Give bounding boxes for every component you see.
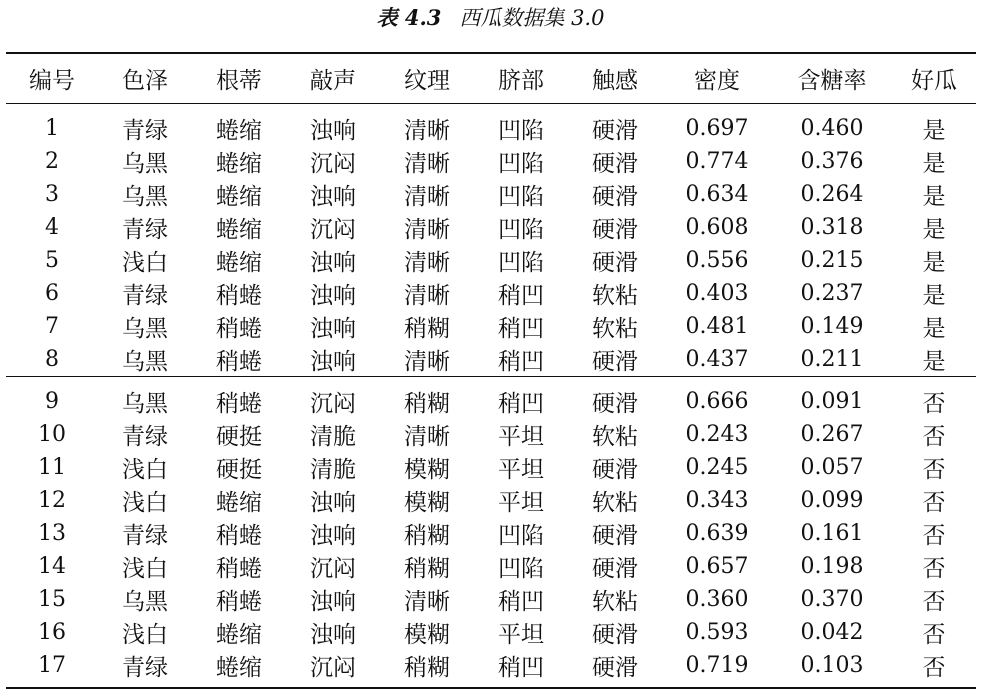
cell-id: 15 bbox=[38, 587, 66, 612]
cell-sound: 浊响 bbox=[310, 282, 356, 309]
table-row bbox=[6, 343, 976, 377]
cell-sound: 浊响 bbox=[310, 622, 356, 648]
cell-navel: 平坦 bbox=[498, 457, 544, 483]
cell-touch: 硬滑 bbox=[568, 649, 662, 688]
cell-color: 浅白 bbox=[122, 457, 168, 483]
cell-id: 5 bbox=[45, 247, 59, 273]
cell-root: 蜷缩 bbox=[216, 490, 262, 516]
cell-sound: 沉闷 bbox=[310, 556, 356, 582]
cell-sugar: 0.370 bbox=[800, 587, 864, 612]
table-title: 西瓜数据集 3.0 bbox=[459, 6, 605, 30]
cell-navel: 凹陷 bbox=[498, 556, 544, 582]
table-row bbox=[6, 178, 976, 211]
cell-texture: 稍糊 bbox=[404, 556, 450, 582]
cell-id: 11 bbox=[38, 455, 66, 480]
cell-navel: 凹陷 bbox=[498, 523, 544, 549]
cell-touch: 硬滑 bbox=[592, 348, 638, 375]
cell-color: 浅白 bbox=[122, 249, 168, 276]
cell-texture: 清晰 bbox=[404, 150, 450, 177]
cell-good: 是 bbox=[922, 282, 946, 309]
cell-good: 是 bbox=[922, 216, 946, 243]
table-row bbox=[6, 649, 976, 688]
cell-texture: 模糊 bbox=[404, 622, 450, 648]
cell-sound: 沉闷 bbox=[286, 376, 380, 418]
table-row bbox=[6, 211, 976, 244]
cell-density: 0.437 bbox=[685, 346, 749, 372]
table-caption bbox=[0, 4, 981, 32]
column-header-sound: 敲声 bbox=[286, 53, 380, 103]
table-row bbox=[6, 244, 976, 277]
cell-root: 硬挺 bbox=[216, 457, 262, 483]
cell-touch: 软粘 bbox=[592, 424, 638, 450]
cell-density: 0.774 bbox=[685, 148, 749, 174]
cell-id: 10 bbox=[38, 422, 66, 447]
cell-sugar: 0.264 bbox=[800, 181, 864, 207]
cell-touch: 硬滑 bbox=[592, 457, 638, 483]
cell-sugar: 0.057 bbox=[800, 455, 864, 480]
column-header-color: 色泽 bbox=[98, 53, 192, 103]
cell-touch: 硬滑 bbox=[592, 183, 638, 210]
cell-navel: 凹陷 bbox=[498, 150, 544, 177]
cell-color: 青绿 bbox=[122, 424, 168, 450]
cell-sound: 沉闷 bbox=[286, 649, 380, 688]
cell-navel: 凹陷 bbox=[498, 117, 544, 144]
cell-id: 16 bbox=[38, 620, 66, 645]
cell-sugar: 0.237 bbox=[800, 280, 864, 306]
cell-id: 3 bbox=[45, 181, 59, 207]
cell-navel: 凹陷 bbox=[498, 183, 544, 210]
cell-texture: 清晰 bbox=[404, 117, 450, 144]
cell-sugar: 0.267 bbox=[800, 422, 864, 447]
table-row bbox=[6, 517, 976, 550]
cell-id: 1 bbox=[45, 115, 59, 141]
cell-sound: 清脆 bbox=[310, 424, 356, 450]
cell-density: 0.634 bbox=[685, 181, 749, 207]
cell-root: 稍蜷 bbox=[216, 315, 262, 342]
cell-color: 青绿 bbox=[122, 282, 168, 309]
cell-touch: 硬滑 bbox=[592, 249, 638, 276]
cell-id: 12 bbox=[38, 488, 66, 513]
cell-sugar: 0.198 bbox=[800, 554, 864, 579]
cell-density: 0.666 bbox=[662, 376, 772, 418]
table-row bbox=[6, 310, 976, 343]
cell-texture: 清晰 bbox=[404, 216, 450, 243]
cell-color: 乌黑 bbox=[122, 348, 168, 375]
cell-density: 0.343 bbox=[685, 488, 749, 513]
cell-texture: 模糊 bbox=[404, 457, 450, 483]
cell-sugar: 0.460 bbox=[800, 115, 864, 141]
cell-navel: 凹陷 bbox=[498, 216, 544, 243]
cell-touch: 硬滑 bbox=[592, 216, 638, 243]
cell-navel: 平坦 bbox=[498, 424, 544, 450]
cell-sound: 浊响 bbox=[310, 348, 356, 375]
table-row bbox=[6, 145, 976, 178]
cell-navel: 平坦 bbox=[498, 490, 544, 516]
cell-touch: 软粘 bbox=[592, 315, 638, 342]
cell-sugar: 0.042 bbox=[800, 620, 864, 645]
cell-touch: 硬滑 bbox=[568, 376, 662, 418]
cell-navel: 稍凹 bbox=[474, 649, 568, 688]
cell-sound: 沉闷 bbox=[310, 216, 356, 243]
cell-good: 否 bbox=[922, 589, 946, 615]
cell-navel: 稍凹 bbox=[498, 348, 544, 375]
cell-root: 蜷缩 bbox=[216, 216, 262, 243]
table-row bbox=[6, 583, 976, 616]
cell-texture: 清晰 bbox=[404, 589, 450, 615]
cell-good: 否 bbox=[922, 457, 946, 483]
cell-root: 稍蜷 bbox=[216, 348, 262, 375]
cell-color: 乌黑 bbox=[98, 376, 192, 418]
column-header-id: 编号 bbox=[6, 53, 98, 103]
cell-sugar: 0.376 bbox=[800, 148, 864, 174]
cell-color: 乌黑 bbox=[122, 589, 168, 615]
cell-texture: 清晰 bbox=[404, 424, 450, 450]
cell-good: 否 bbox=[922, 556, 946, 582]
cell-good: 否 bbox=[922, 523, 946, 549]
cell-texture: 清晰 bbox=[404, 282, 450, 309]
cell-id: 13 bbox=[38, 521, 66, 546]
table-row bbox=[6, 376, 976, 418]
cell-good: 是 bbox=[922, 315, 946, 342]
cell-good: 否 bbox=[922, 622, 946, 648]
cell-navel: 稍凹 bbox=[474, 376, 568, 418]
cell-texture: 稍糊 bbox=[380, 649, 474, 688]
cell-navel: 平坦 bbox=[498, 622, 544, 648]
cell-sound: 沉闷 bbox=[310, 150, 356, 177]
cell-sugar: 0.103 bbox=[772, 649, 892, 688]
header-row bbox=[6, 53, 976, 103]
cell-navel: 稍凹 bbox=[498, 589, 544, 615]
cell-touch: 软粘 bbox=[592, 282, 638, 309]
column-header-good: 好瓜 bbox=[892, 53, 976, 103]
cell-sound: 浊响 bbox=[310, 523, 356, 549]
cell-sugar: 0.099 bbox=[800, 488, 864, 513]
cell-color: 青绿 bbox=[122, 216, 168, 243]
column-header-touch: 触感 bbox=[568, 53, 662, 103]
cell-density: 0.403 bbox=[685, 280, 749, 306]
cell-root: 稍蜷 bbox=[192, 376, 286, 418]
column-header-navel: 脐部 bbox=[474, 53, 568, 103]
cell-id: 4 bbox=[45, 214, 59, 240]
cell-color: 乌黑 bbox=[122, 315, 168, 342]
good-melon-rows bbox=[6, 103, 976, 376]
cell-density: 0.360 bbox=[685, 587, 749, 612]
cell-root: 稍蜷 bbox=[216, 556, 262, 582]
column-header-root: 根蒂 bbox=[192, 53, 286, 103]
cell-density: 0.697 bbox=[685, 115, 749, 141]
cell-texture: 稍糊 bbox=[404, 315, 450, 342]
cell-id: 17 bbox=[6, 649, 98, 688]
cell-root: 蜷缩 bbox=[216, 183, 262, 210]
cell-good: 否 bbox=[922, 424, 946, 450]
cell-good: 是 bbox=[922, 348, 946, 375]
cell-navel: 稍凹 bbox=[498, 282, 544, 309]
table-row bbox=[6, 616, 976, 649]
cell-touch: 软粘 bbox=[592, 490, 638, 516]
cell-navel: 稍凹 bbox=[498, 315, 544, 342]
cell-sugar: 0.318 bbox=[800, 214, 864, 240]
cell-texture: 稍糊 bbox=[380, 376, 474, 418]
cell-density: 0.657 bbox=[685, 554, 749, 579]
cell-root: 蜷缩 bbox=[192, 649, 286, 688]
cell-color: 青绿 bbox=[98, 649, 192, 688]
cell-sugar: 0.149 bbox=[800, 313, 864, 339]
cell-root: 蜷缩 bbox=[216, 150, 262, 177]
cell-id: 9 bbox=[6, 376, 98, 418]
column-header-texture: 纹理 bbox=[380, 53, 474, 103]
cell-root: 蜷缩 bbox=[216, 117, 262, 144]
cell-density: 0.245 bbox=[685, 455, 749, 480]
cell-root: 稍蜷 bbox=[216, 523, 262, 549]
cell-root: 蜷缩 bbox=[216, 249, 262, 276]
cell-sugar: 0.091 bbox=[772, 376, 892, 418]
cell-root: 硬挺 bbox=[216, 424, 262, 450]
cell-touch: 软粘 bbox=[592, 589, 638, 615]
table-row bbox=[6, 451, 976, 484]
cell-id: 14 bbox=[38, 554, 66, 579]
cell-navel: 凹陷 bbox=[498, 249, 544, 276]
watermelon-dataset-table bbox=[6, 52, 976, 689]
cell-root: 稍蜷 bbox=[216, 282, 262, 309]
cell-sound: 浊响 bbox=[310, 117, 356, 144]
cell-good: 否 bbox=[922, 490, 946, 516]
table-row bbox=[6, 418, 976, 451]
cell-good: 是 bbox=[922, 249, 946, 276]
column-header-sugar: 含糖率 bbox=[772, 53, 892, 103]
cell-good: 是 bbox=[922, 117, 946, 144]
cell-id: 6 bbox=[45, 280, 59, 306]
cell-texture: 稍糊 bbox=[404, 523, 450, 549]
bad-melon-rows bbox=[6, 376, 976, 688]
cell-id: 8 bbox=[45, 346, 59, 372]
cell-color: 乌黑 bbox=[122, 183, 168, 210]
cell-root: 蜷缩 bbox=[216, 622, 262, 648]
cell-density: 0.243 bbox=[685, 422, 749, 447]
cell-id: 2 bbox=[45, 148, 59, 174]
cell-sound: 浊响 bbox=[310, 490, 356, 516]
cell-color: 浅白 bbox=[122, 490, 168, 516]
cell-density: 0.593 bbox=[685, 620, 749, 645]
cell-touch: 硬滑 bbox=[592, 556, 638, 582]
cell-density: 0.481 bbox=[685, 313, 749, 339]
cell-sound: 清脆 bbox=[310, 457, 356, 483]
cell-good: 是 bbox=[922, 183, 946, 210]
cell-sugar: 0.211 bbox=[800, 346, 864, 372]
cell-good: 否 bbox=[892, 649, 976, 688]
cell-color: 浅白 bbox=[122, 556, 168, 582]
table-row bbox=[6, 550, 976, 583]
column-header-density: 密度 bbox=[662, 53, 772, 103]
cell-sound: 浊响 bbox=[310, 183, 356, 210]
cell-color: 青绿 bbox=[122, 523, 168, 549]
cell-color: 乌黑 bbox=[122, 150, 168, 177]
cell-touch: 硬滑 bbox=[592, 622, 638, 648]
cell-sugar: 0.215 bbox=[800, 247, 864, 273]
table-row bbox=[6, 277, 976, 310]
cell-density: 0.556 bbox=[685, 247, 749, 273]
cell-touch: 硬滑 bbox=[592, 523, 638, 549]
table-row bbox=[6, 484, 976, 517]
cell-color: 浅白 bbox=[122, 622, 168, 648]
cell-density: 0.719 bbox=[662, 649, 772, 688]
cell-density: 0.608 bbox=[685, 214, 749, 240]
cell-id: 7 bbox=[45, 313, 59, 339]
cell-good: 是 bbox=[922, 150, 946, 177]
cell-touch: 硬滑 bbox=[592, 150, 638, 177]
cell-texture: 清晰 bbox=[404, 249, 450, 276]
cell-sound: 浊响 bbox=[310, 315, 356, 342]
cell-root: 稍蜷 bbox=[216, 589, 262, 615]
cell-texture: 清晰 bbox=[404, 348, 450, 375]
cell-sound: 浊响 bbox=[310, 589, 356, 615]
cell-sugar: 0.161 bbox=[800, 521, 864, 546]
cell-texture: 清晰 bbox=[404, 183, 450, 210]
cell-density: 0.639 bbox=[685, 521, 749, 546]
table-number: 表 4.3 bbox=[376, 5, 442, 30]
cell-color: 青绿 bbox=[122, 117, 168, 144]
cell-good: 否 bbox=[892, 376, 976, 418]
table-row bbox=[6, 103, 976, 145]
cell-sound: 浊响 bbox=[310, 249, 356, 276]
cell-texture: 模糊 bbox=[404, 490, 450, 516]
cell-touch: 硬滑 bbox=[592, 117, 638, 144]
